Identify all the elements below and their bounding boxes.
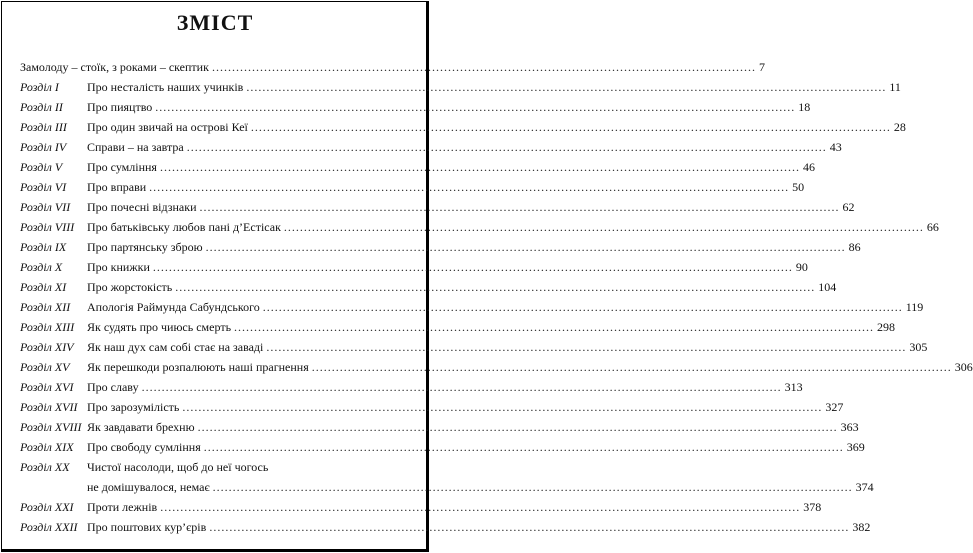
toc-entry-line xyxy=(87,277,837,297)
toc-intro-entry xyxy=(20,57,765,77)
toc-entry-page: 62 xyxy=(842,200,855,214)
toc-section-label: Розділ XII xyxy=(20,300,71,314)
dot-leader: ................................................................................................................................................................ xyxy=(175,280,816,294)
dot-leader: ................................................................................................................................................................ xyxy=(159,160,800,174)
toc-section-label: Розділ IV xyxy=(20,140,67,154)
toc-entry-line xyxy=(87,357,973,377)
toc-intro-title: Замолоду – стоїк, з роками – скептик xyxy=(20,60,209,74)
toc-section-label: Розділ XVI xyxy=(20,380,74,394)
toc-entry-line xyxy=(87,77,901,97)
toc-entry-title: Як судять про чиюсь смерть xyxy=(87,320,232,334)
toc-entry xyxy=(20,217,939,237)
toc-entry-title: Про славу xyxy=(87,380,139,394)
toc-section-label: Розділ XI xyxy=(20,280,67,294)
toc-entry-line xyxy=(87,117,906,137)
toc-entry xyxy=(20,457,874,494)
dot-leader: ................................................................................................................................................................ xyxy=(246,80,887,94)
toc-entry-page: 327 xyxy=(825,400,844,414)
toc-entry-page: 43 xyxy=(829,140,842,154)
toc-entry xyxy=(20,117,906,137)
toc-entry-title: Про один звичай на острові Кеї xyxy=(87,120,248,134)
toc-section-label: Розділ XV xyxy=(20,360,70,374)
toc-section-label: Розділ XIX xyxy=(20,440,74,454)
dot-leader: ........................................................................................................................................ xyxy=(211,60,756,74)
toc-entry-line xyxy=(87,417,859,437)
toc-entry xyxy=(20,517,871,537)
toc-entry-title: Про жорстокість xyxy=(87,280,173,294)
dot-leader: ................................................................................................................................................................ xyxy=(199,200,840,214)
toc-entry-title: Про зарозумілість xyxy=(87,400,180,414)
toc-section-label: Розділ XX xyxy=(20,460,70,474)
toc-entry-line xyxy=(87,257,808,277)
toc-entry xyxy=(20,497,822,517)
toc-entry-page: 50 xyxy=(792,180,805,194)
toc-entry xyxy=(20,417,859,437)
toc-section-label: Розділ XXII xyxy=(20,520,78,534)
toc-entry-page: 90 xyxy=(795,260,808,274)
toc-entry xyxy=(20,157,815,177)
toc-entry xyxy=(20,137,842,157)
toc-section-label: Розділ I xyxy=(20,80,59,94)
toc-entry xyxy=(20,317,896,337)
toc-entry-line xyxy=(87,477,874,497)
dot-leader: ................................................................................................................................................................ xyxy=(149,180,790,194)
toc-entry xyxy=(20,357,973,377)
toc-entry-page: 28 xyxy=(893,120,906,134)
dot-leader: ................................................................................................................................................................ xyxy=(262,300,903,314)
toc-entry-page: 11 xyxy=(889,80,901,94)
toc-entry-title: Про свободу сумління xyxy=(87,440,201,454)
toc-entry xyxy=(20,397,844,417)
toc-section-label: Розділ XIV xyxy=(20,340,74,354)
toc-entry xyxy=(20,277,837,297)
toc-entry-line xyxy=(87,317,896,337)
toc-entry-line xyxy=(87,97,811,117)
dot-leader: ................................................................................................................................................................ xyxy=(203,440,844,454)
toc-entry-page: 313 xyxy=(784,380,803,394)
toc-entry-title: Про вправи xyxy=(87,180,147,194)
dot-leader: ................................................................................................................................................................ xyxy=(209,520,850,534)
toc-entry-line xyxy=(87,337,928,357)
toc-entry-title: Справи – на завтра xyxy=(87,140,184,154)
toc-entry xyxy=(20,257,808,277)
toc-section-label: Розділ V xyxy=(20,160,63,174)
toc-entry-title: Як завдавати брехню xyxy=(87,420,195,434)
toc-section-label: Розділ II xyxy=(20,100,63,114)
toc-entry-line xyxy=(87,497,822,517)
toc-section-label: Розділ VI xyxy=(20,180,67,194)
toc-intro-line xyxy=(20,57,765,77)
toc-entry-page: 46 xyxy=(802,160,815,174)
toc-section-label: Розділ IX xyxy=(20,240,67,254)
page-title: ЗМІСТ xyxy=(176,10,254,35)
dot-leader: ................................................................................................................................................................ xyxy=(152,260,793,274)
dot-leader: ................................................................................................................................................................ xyxy=(186,140,827,154)
toc-entry-line xyxy=(87,517,871,537)
dot-leader: ................................................................................................................................................................ xyxy=(205,240,846,254)
toc-entry-title: Про поштових кур’єрів xyxy=(87,520,207,534)
dot-leader: ................................................................................................................................................................ xyxy=(250,120,891,134)
dot-leader: ................................................................................................................................................................ xyxy=(266,340,907,354)
toc-entry xyxy=(20,297,924,317)
toc-entry-line xyxy=(87,197,855,217)
toc-entry-title: Як перешкоди розпалюють наші прагнення xyxy=(87,360,309,374)
toc-section-label: Розділ XVIII xyxy=(20,420,82,434)
toc-section-label: Розділ X xyxy=(20,260,63,274)
toc-entry-title: Чистої насолоди, щоб до неї чогось xyxy=(87,460,269,474)
toc-entry-title: Про книжки xyxy=(87,260,150,274)
toc-entry xyxy=(20,177,805,197)
toc-entry-line xyxy=(87,397,844,417)
toc-entry-line xyxy=(87,217,939,237)
toc-section-label: Розділ VII xyxy=(20,200,71,214)
toc-entry-page: 119 xyxy=(905,300,924,314)
toc-entry xyxy=(20,437,865,457)
toc-entry-page: 66 xyxy=(926,220,939,234)
toc-entry-page: 305 xyxy=(909,340,928,354)
toc-entry-page: 104 xyxy=(818,280,837,294)
toc-section-label: Розділ III xyxy=(20,120,67,134)
toc-entry-line xyxy=(87,157,815,177)
toc-entry-page: 374 xyxy=(855,480,874,494)
toc-entry xyxy=(20,377,803,397)
toc-entry-title: Про пияцтво xyxy=(87,100,153,114)
toc-entry xyxy=(20,237,861,257)
toc-entry-title: Проти лежнів xyxy=(87,500,158,514)
dot-leader: ................................................................................................................................................................ xyxy=(141,380,782,394)
toc-entry-page: 18 xyxy=(798,100,811,114)
toc-section-label: Розділ XIII xyxy=(20,320,75,334)
dot-leader: ................................................................................................................................................................ xyxy=(212,480,853,494)
toc-entry-page: 382 xyxy=(852,520,871,534)
toc-entry-page: 86 xyxy=(848,240,861,254)
dot-leader: ................................................................................................................................................................ xyxy=(182,400,823,414)
dot-leader: ................................................................................................................................................................ xyxy=(311,360,952,374)
toc-entry-page: 306 xyxy=(954,360,973,374)
dot-leader: ................................................................................................................................................................ xyxy=(160,500,801,514)
toc-entry-title: Про несталість наших учинків xyxy=(87,80,244,94)
toc-entry-line xyxy=(87,177,805,197)
toc-entry xyxy=(20,77,901,97)
toc-entry-page: 369 xyxy=(846,440,865,454)
toc-entry-title: Про батьківську любов пані д’Естісак xyxy=(87,220,281,234)
toc-entry-title: Апологія Раймунда Сабундського xyxy=(87,300,260,314)
toc-entry-line xyxy=(87,237,861,257)
toc-entry-title-continuation: не домішувалося, немає xyxy=(87,480,210,494)
toc-entry-title: Про почесні відзнаки xyxy=(87,200,197,214)
toc-entry-page: 378 xyxy=(803,500,822,514)
toc-entry-line xyxy=(87,437,865,457)
toc-entry xyxy=(20,197,855,217)
dot-leader: ................................................................................................................................................................ xyxy=(234,320,875,334)
dot-leader: ................................................................................................................................................................ xyxy=(197,420,838,434)
toc-entry xyxy=(20,97,811,117)
toc-section-label: Розділ VIII xyxy=(20,220,75,234)
toc-entry-page: 298 xyxy=(877,320,896,334)
toc-intro-page: 7 xyxy=(758,60,765,74)
dot-leader: ................................................................................................................................................................ xyxy=(283,220,924,234)
toc-entry xyxy=(20,337,928,357)
toc-entry-title: Як наш дух сам собі стає на заваді xyxy=(87,340,264,354)
dot-leader: ................................................................................................................................................................ xyxy=(155,100,796,114)
toc-section-label: Розділ XVII xyxy=(20,400,78,414)
toc-entry-title: Про сумління xyxy=(87,160,157,174)
toc-entry-page: 363 xyxy=(840,420,859,434)
toc-entry-line xyxy=(87,297,924,317)
toc-entry-line xyxy=(87,137,842,157)
toc-entry-title: Про партянську зброю xyxy=(87,240,203,254)
toc-section-label: Розділ XXI xyxy=(20,500,74,514)
toc-entry-line xyxy=(87,377,803,397)
